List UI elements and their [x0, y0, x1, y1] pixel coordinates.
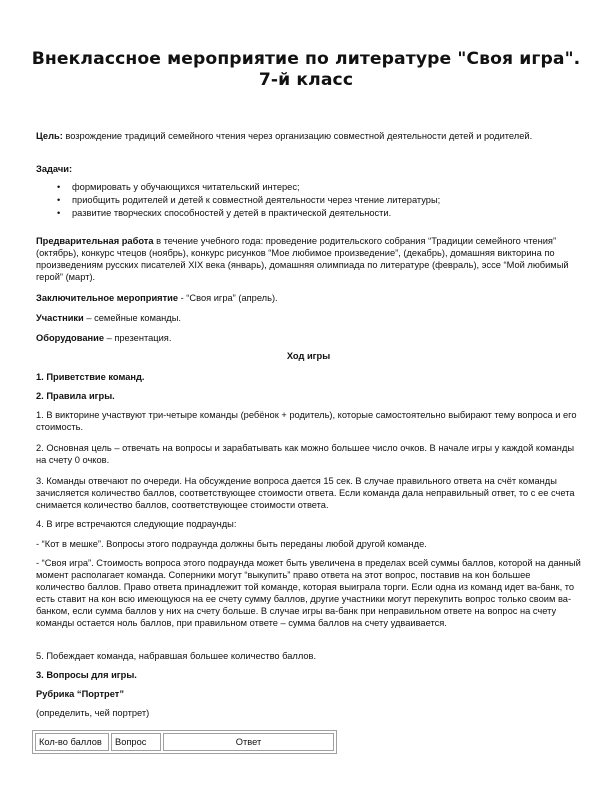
column-header-points: Кол-во баллов [35, 733, 109, 751]
rule-1: 1. В викторине участвуют три-четыре команды (ребёнок + родитель), которые самостоятельно выбирают тему вопроса и его стоимость. [36, 410, 577, 432]
task-text: развитие творческих способностей у детей в практической деятельности. [72, 208, 392, 218]
rule-5: 5. Побеждает команда, набравшая большее количество баллов. [36, 651, 317, 661]
tasks-label: Задачи: [36, 164, 73, 174]
prep-label: Предварительная работа [36, 236, 154, 246]
section-1-heading: 1. Приветствие команд. [36, 372, 145, 382]
final-event-paragraph [36, 292, 581, 304]
table-header-row [35, 733, 334, 751]
goal-text: возрождение традиций семейного чтения через организацию совместной деятельности детей и родителей. [62, 131, 533, 141]
section-2-heading: 2. Правила игры. [36, 391, 115, 401]
bullet-icon: • [57, 182, 61, 192]
prep-text: в течение учебного года: проведение родительского собрания “Традиции семейного чтения” (октябрь), конкурс чтецов (ноябрь), конкурс рисунков “Мое любимое произведение”, (декабрь), домашняя викторина по произведениям русских писателей XIX века (январь), домашняя олимпиада по литературе (февраль), эссе “Мой любимый герой” (март). [36, 236, 569, 282]
bullet-icon: • [57, 195, 61, 205]
goal-paragraph [36, 130, 581, 142]
rubric-note: (определить, чей портрет) [36, 708, 150, 718]
title-line-2: 7-й класс [258, 70, 354, 90]
list-item [36, 207, 581, 220]
participants-label: Участники [36, 313, 84, 323]
rule-4b: - “Своя игра”. Стоимость вопроса этого подраунда может быть увеличена в пределах всей суммы баллов, которой на данный момент располагает команда. Соперники могут “выкупить” право ответа на этот вопрос, поставив на кон большее количество баллов. Право ответа принадлежит той команде, которая выиграла торги. Если одна из команд идет ва-банк, то есть ставит на кон всю имеющуюся на ее счету сумму баллов, другие участники могут перекупить вопрос только своим ва-банком, если сумма баллов у них на счету больше. В случае игры ва-банк при неправильном ответе на вопрос на счету команды остается ноль баллов, при правильном ответе – сумма баллов на счету удваивается. [36, 558, 581, 628]
rule-3: 3. Команды отвечают по очереди. На обсуждение вопроса дается 15 сек. В случае правильного ответа на счёт команды зачисляется количество баллов, соответствующее стоимости ответа. Если команда дала неправильный ответ, то с ее счета снимается количество баллов, соответствующее стоимости ответа. [36, 476, 575, 510]
final-event-label: Заключительное мероприятие [36, 293, 179, 303]
tasks-list [36, 181, 581, 220]
list-item [36, 194, 581, 207]
title-line-1: Внеклассное мероприятие по литературе "Своя игра". [31, 49, 581, 69]
rule-4: 4. В игре встречаются следующие подраунды: [36, 519, 237, 529]
equipment-label: Оборудование [36, 333, 104, 343]
questions-table [32, 730, 337, 754]
bullet-icon: • [57, 208, 61, 218]
column-header-answer: Ответ [163, 733, 334, 751]
task-text: приобщить родителей и детей к совместной деятельности через чтение литературы; [72, 195, 441, 205]
game-heading: Ход игры [286, 351, 331, 361]
task-text: формировать у обучающихся читательский интерес; [72, 182, 300, 192]
rubric-heading: Рубрика “Портрет” [36, 689, 124, 699]
rule-4a: - “Кот в мешке”. Вопросы этого подраунда должны быть переданы любой другой команде. [36, 539, 427, 549]
goal-label: Цель: [36, 131, 63, 141]
list-item [36, 181, 581, 194]
participants-paragraph [36, 312, 581, 324]
equipment-paragraph [36, 332, 581, 344]
participants-text: – семейные команды. [83, 313, 181, 323]
page-title [30, 49, 582, 91]
prep-paragraph [36, 235, 581, 283]
rule-2: 2. Основная цель – отвечать на вопросы и зарабатывать как можно большее число очков. В начале игры у каждой команды на счету 0 очков. [36, 443, 575, 465]
final-event-text: - “Своя игра” (апрель). [178, 293, 278, 303]
column-header-question: Вопрос [111, 733, 161, 751]
equipment-text: – презентация. [104, 333, 172, 343]
section-3-heading: 3. Вопросы для игры. [36, 670, 137, 680]
